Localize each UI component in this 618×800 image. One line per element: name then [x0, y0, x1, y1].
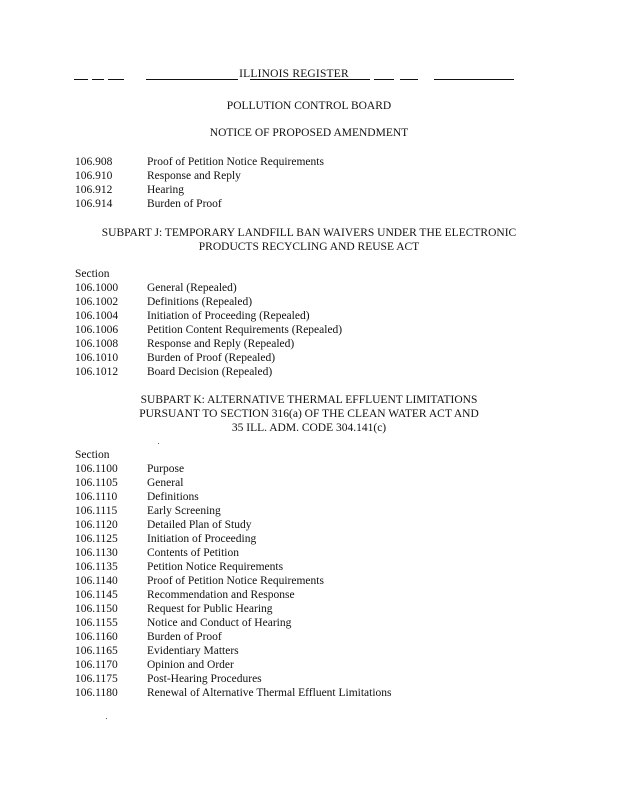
section-title: Response and Reply (Repealed) — [147, 338, 295, 350]
section-title: Burden of Proof (Repealed) — [147, 352, 276, 364]
section-title: Burden of Proof — [147, 198, 222, 210]
section-title: Proof of Petition Notice Requirements — [147, 156, 324, 168]
section-number: 106.1115 — [75, 505, 118, 517]
section-title: Definitions (Repealed) — [147, 296, 253, 308]
section-number: 106.1105 — [75, 477, 118, 489]
section-number: 106.1170 — [75, 659, 118, 671]
section-title: Request for Public Hearing — [147, 603, 273, 615]
section-title: General (Repealed) — [147, 282, 237, 294]
section-number: 106.908 — [75, 156, 113, 168]
section-title: Response and Reply — [147, 170, 241, 182]
section-title: Notice and Conduct of Hearing — [147, 617, 292, 629]
subpart-k-heading-line1: SUBPART K: ALTERNATIVE THERMAL EFFLUENT LIMITATIONS — [140, 394, 478, 406]
section-label: Section — [75, 268, 110, 280]
register-header — [74, 66, 514, 82]
section-number: 106.1110 — [75, 491, 118, 503]
section-title: Petition Content Requirements (Repealed) — [147, 324, 343, 336]
notice-title: NOTICE OF PROPOSED AMENDMENT — [209, 127, 409, 139]
section-number: 106.914 — [75, 198, 113, 210]
subpart-k-heading-line2: PURSUANT TO SECTION 316(a) OF THE CLEAN WATER ACT AND — [139, 408, 479, 420]
section-number: 106.1130 — [75, 547, 118, 559]
subpart-j-heading-line2: PRODUCTS RECYCLING AND REUSE ACT — [198, 241, 420, 253]
register-title: ILLINOIS REGISTER — [239, 68, 349, 80]
section-title: Renewal of Alternative Thermal Effluent Limitations — [147, 687, 392, 699]
section-title: Detailed Plan of Study — [147, 519, 252, 531]
section-title: Initiation of Proceeding (Repealed) — [147, 310, 310, 322]
section-label: Section — [75, 449, 110, 461]
section-title: Proof of Petition Notice Requirements — [147, 575, 324, 587]
section-number: 106.1006 — [75, 324, 119, 336]
section-number: 106.1150 — [75, 603, 118, 615]
scan-speck — [106, 718, 107, 719]
section-number: 106.1010 — [75, 352, 119, 364]
section-number: 106.912 — [75, 184, 113, 196]
section-number: 106.1000 — [75, 282, 119, 294]
section-title: Definitions — [147, 491, 199, 503]
section-number: 106.1175 — [75, 673, 118, 685]
section-title: Initiation of Proceeding — [147, 533, 257, 545]
section-title: Petition Notice Requirements — [147, 561, 284, 573]
section-number: 106.1155 — [75, 617, 118, 629]
section-number: 106.1008 — [75, 338, 119, 350]
section-number: 106.1135 — [75, 561, 118, 573]
section-title: General — [147, 477, 184, 489]
section-title: Board Decision (Repealed) — [147, 366, 273, 378]
section-number: 106.1140 — [75, 575, 118, 587]
section-title: Opinion and Order — [147, 659, 234, 671]
section-title: Contents of Petition — [147, 547, 239, 559]
section-number: 106.1002 — [75, 296, 119, 308]
section-number: 106.1160 — [75, 631, 118, 643]
section-number: 106.1145 — [75, 589, 118, 601]
section-number: 106.1012 — [75, 366, 119, 378]
section-title: Evidentiary Matters — [147, 645, 239, 657]
section-number: 106.1125 — [75, 533, 118, 545]
section-number: 106.1004 — [75, 310, 119, 322]
section-title: Post-Hearing Procedures — [147, 673, 262, 685]
section-number: 106.1100 — [75, 463, 118, 475]
section-title: Burden of Proof — [147, 631, 222, 643]
section-title: Purpose — [147, 463, 185, 475]
subpart-k-heading-line3: 35 ILL. ADM. CODE 304.141(c) — [231, 422, 387, 434]
subpart-j-heading-line1: SUBPART J: TEMPORARY LANDFILL BAN WAIVERS UNDER THE ELECTRONIC — [101, 227, 517, 239]
section-title: Recommendation and Response — [147, 589, 295, 601]
section-number: 106.910 — [75, 170, 113, 182]
board-title: POLLUTION CONTROL BOARD — [226, 100, 392, 112]
scan-speck — [158, 443, 159, 444]
section-title: Early Screening — [147, 505, 221, 517]
section-number: 106.1120 — [75, 519, 118, 531]
section-number: 106.1180 — [75, 687, 118, 699]
section-title: Hearing — [147, 184, 185, 196]
section-number: 106.1165 — [75, 645, 118, 657]
